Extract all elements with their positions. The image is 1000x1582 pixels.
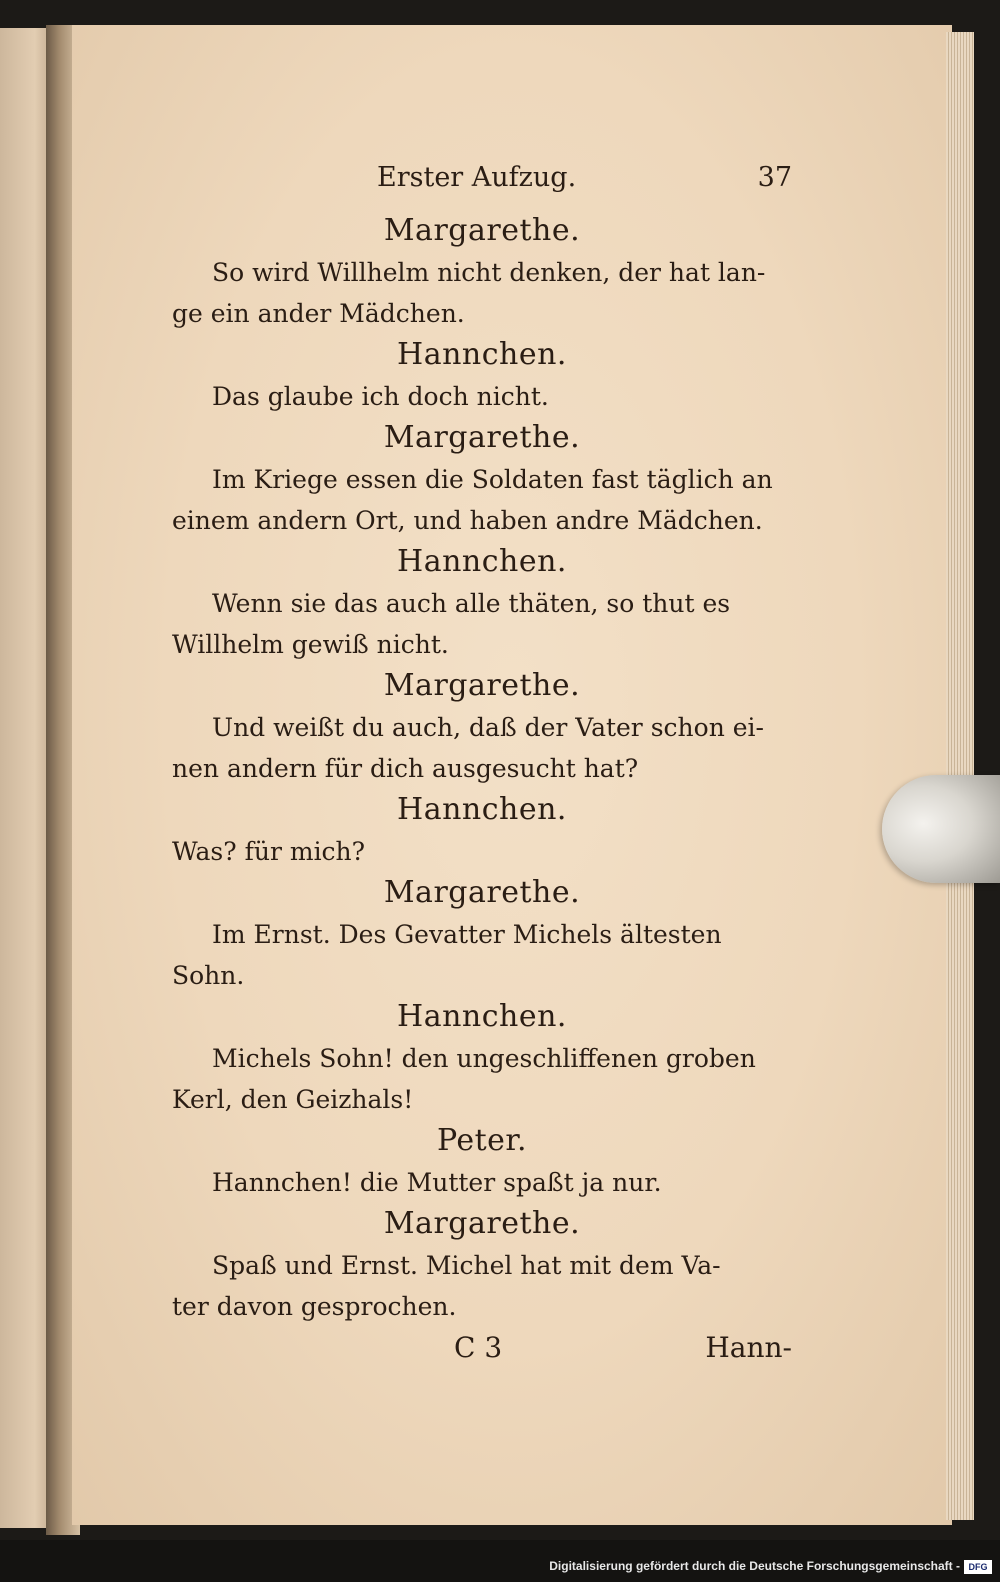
- speech-line: Was? für mich?: [172, 837, 366, 866]
- page-number: 37: [757, 162, 792, 193]
- speech-line: Das glaube ich doch nicht.: [212, 382, 549, 411]
- dialogue-entry: [172, 334, 792, 417]
- funding-credit: Digitalisierung gefördert durch die Deutsche Forschungsgemeinschaft -: [549, 1559, 960, 1573]
- signature-mark: C 3: [454, 1331, 503, 1364]
- dialogue-entry: [172, 417, 792, 541]
- speech-line: Spaß und Ernst. Michel hat mit dem Va-: [212, 1251, 721, 1280]
- dialogue-entry: [172, 996, 792, 1120]
- running-head-title: Erster Aufzug.: [377, 162, 577, 193]
- speaker-name: Margarethe.: [383, 420, 581, 455]
- speech-line: Im Ernst. Des Gevatter Michels ältesten: [212, 920, 722, 949]
- dialogue-entry: [172, 541, 792, 665]
- speaker-name: Hannchen.: [397, 792, 567, 827]
- speech-line: Willhelm gewiß nicht.: [172, 630, 449, 659]
- speaker-name: Margarethe.: [383, 1206, 581, 1241]
- speech-line: ge ein ander Mädchen.: [172, 299, 465, 328]
- speech-line: Michels Sohn! den ungeschliffenen groben: [212, 1044, 756, 1073]
- speech-line: nen andern für dich ausgesucht hat?: [172, 754, 639, 783]
- speech-line: Sohn.: [172, 961, 245, 990]
- dialogue-entry: [172, 665, 792, 789]
- speech-line: Kerl, den Geizhals!: [172, 1085, 414, 1114]
- footer-bar: [0, 1540, 1000, 1582]
- dialogue-entry: [172, 789, 792, 872]
- dfg-logo: DFG: [964, 1560, 992, 1574]
- dialogue-entry: [172, 210, 792, 334]
- speaker-name: Peter.: [437, 1123, 527, 1158]
- page-text: [172, 160, 792, 1379]
- speech-line: So wird Willhelm nicht denken, der hat lan-: [212, 258, 766, 287]
- catchword: Hann-: [705, 1331, 792, 1364]
- speech-line: ter davon gesprochen.: [172, 1292, 457, 1321]
- page-footer-line: [172, 1331, 792, 1379]
- speech-line: Hannchen! die Mutter spaßt ja nur.: [212, 1168, 662, 1197]
- speaker-name: Margarethe.: [383, 668, 581, 703]
- running-head: [172, 160, 792, 210]
- scanner-thumb-holder: [882, 775, 1000, 883]
- speech-line: Wenn sie das auch alle thäten, so thut es: [212, 589, 731, 618]
- speaker-name: Margarethe.: [383, 213, 581, 248]
- speech-line: einem andern Ort, und haben andre Mädchen.: [172, 506, 763, 535]
- speaker-name: Hannchen.: [397, 544, 567, 579]
- speaker-name: Margarethe.: [383, 875, 581, 910]
- dialogue-entry: [172, 1203, 792, 1327]
- speech-line: Und weißt du auch, daß der Vater schon ei-: [212, 713, 764, 742]
- dialogue-entry: [172, 1120, 792, 1203]
- speech-line: Im Kriege essen die Soldaten fast täglich an: [212, 465, 773, 494]
- dialogue-entry: [172, 872, 792, 996]
- speaker-name: Hannchen.: [397, 337, 567, 372]
- speaker-name: Hannchen.: [397, 999, 567, 1034]
